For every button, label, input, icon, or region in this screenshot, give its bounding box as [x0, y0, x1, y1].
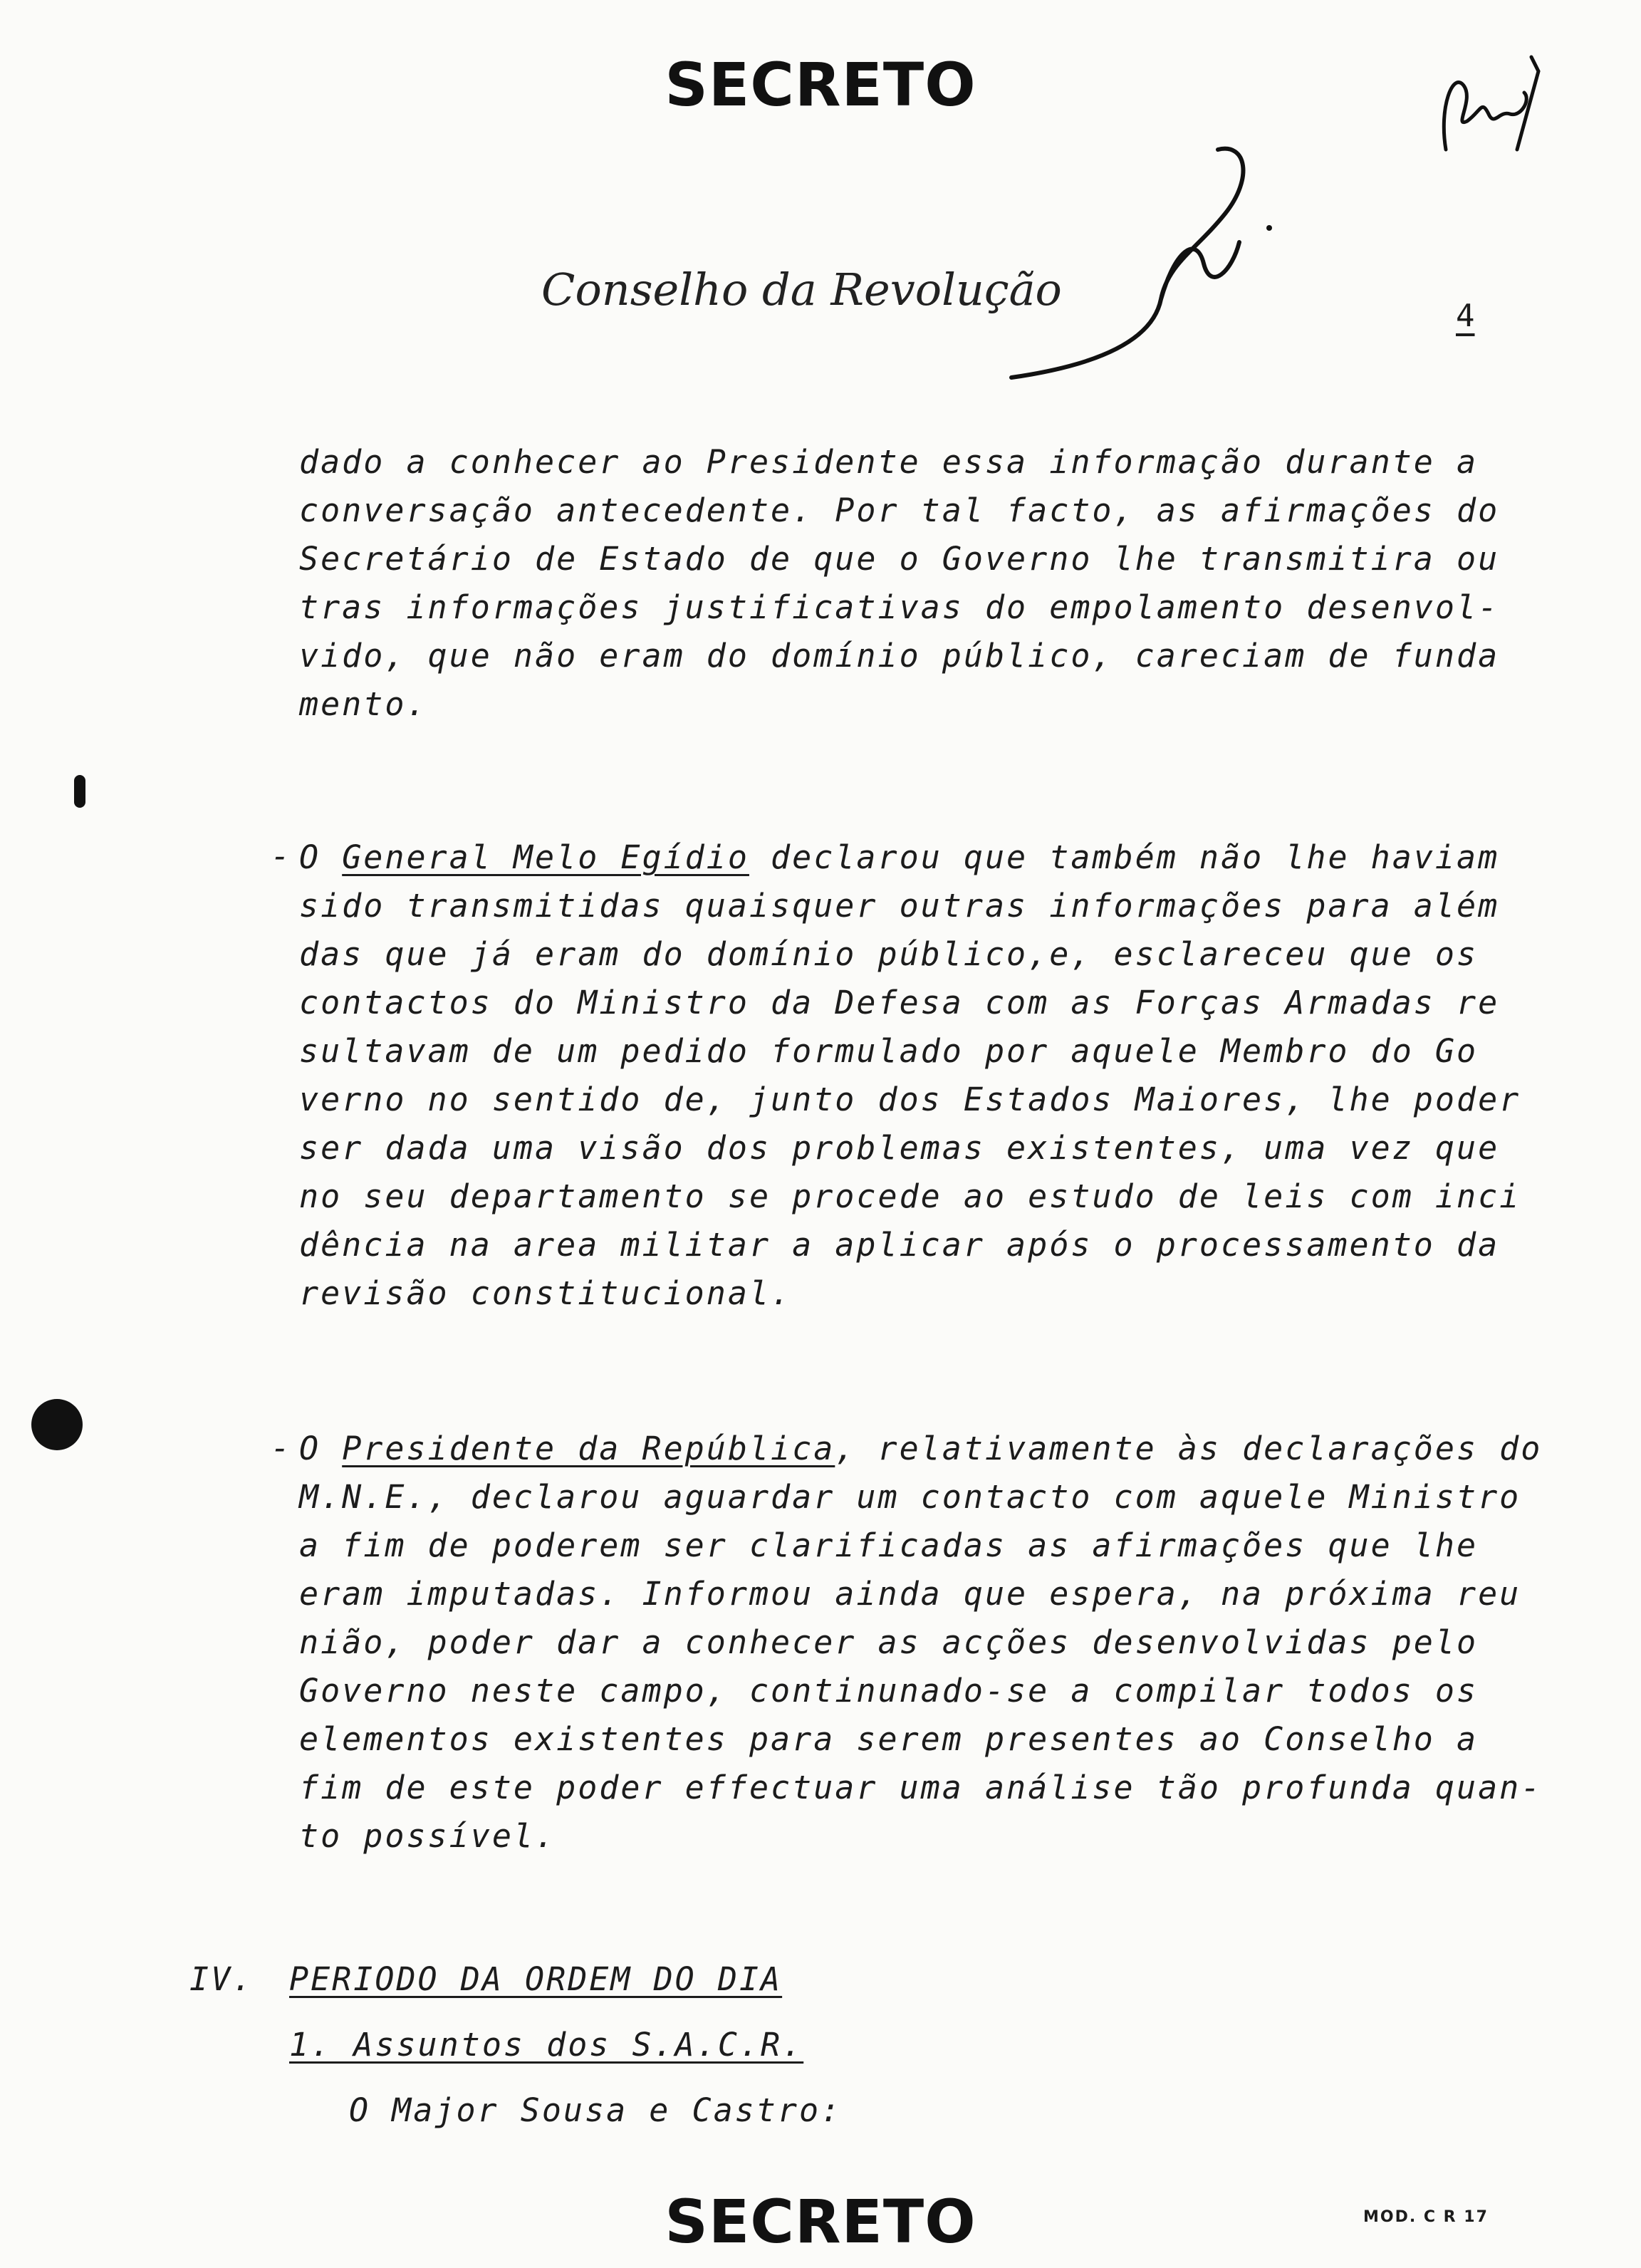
paragraph-2: [299, 833, 1521, 1318]
text-line: fim de este poder effectuar uma análise tão profunda quan-: [299, 1769, 1543, 1806]
paragraph-1: [299, 438, 1500, 729]
letterhead-title: Conselho da Revolução: [541, 264, 1062, 316]
section-item: 1. Assuntos dos S.A.C.R.: [289, 2026, 804, 2064]
speaker-name: General Melo Egídio: [342, 838, 749, 876]
text-line: a fim de poderem ser clarificadas as afirmações que lhe: [299, 1526, 1479, 1564]
text-line: eram imputadas. Informou ainda que espera, na próxima reu: [299, 1575, 1521, 1613]
text-line: tras informações justificativas do empolamento desenvol-: [299, 588, 1500, 626]
text-line: elementos existentes para serem presentes ao Conselho a: [299, 1720, 1479, 1758]
section-title: PERIODO DA ORDEM DO DIA: [289, 1960, 783, 1998]
text-line: sultavam de um pedido formulado por aquele Membro do Go: [299, 1032, 1479, 1070]
text-line: revisão constitucional.: [299, 1274, 793, 1312]
text-line: contactos do Ministro da Defesa com as Forças Armadas re: [299, 984, 1500, 1021]
text-line: dência na area militar a aplicar após o processamento da: [299, 1226, 1500, 1264]
text-line: dado a conhecer ao Presidente essa informação durante a: [299, 443, 1479, 481]
text-line: to possível.: [299, 1817, 557, 1855]
form-reference: MOD. C R 17: [1363, 2208, 1489, 2226]
punch-hole: [31, 1399, 83, 1450]
text-line: verno no sentido de, junto dos Estados Maiores, lhe poder: [299, 1081, 1521, 1118]
text-line: M.N.E., declarou aguardar um contacto com aquele Ministro: [299, 1478, 1521, 1516]
classification-stamp-top: SECRETO: [665, 50, 976, 120]
text-line: nião, poder dar a conhecer as acções desenvolvidas pelo: [299, 1623, 1479, 1661]
handwritten-initials: [1432, 43, 1560, 171]
text-line: vido, que não eram do domínio público, careciam de funda: [299, 637, 1500, 675]
text-line: Secretário de Estado de que o Governo lhe transmitira ou: [299, 540, 1500, 578]
text-line: O General Melo Egídio declarou que também não lhe haviam: [299, 838, 1500, 876]
classification-stamp-bottom: SECRETO: [665, 2187, 976, 2257]
text-line: das que já eram do domínio público,e, esclareceu que os: [299, 935, 1479, 973]
section-subitem: O Major Sousa e Castro:: [349, 2091, 843, 2129]
paragraph-3: [299, 1425, 1543, 1861]
page-number: 4: [1456, 298, 1475, 334]
text-line: O Presidente da República, relativamente às declarações do: [299, 1430, 1543, 1467]
text-line: conversação antecedente. Por tal facto, as afirmações do: [299, 491, 1500, 529]
text-line: ser dada uma visão dos problemas existentes, uma vez que: [299, 1129, 1500, 1167]
text-line: no seu departamento se procede ao estudo de leis com inci: [299, 1177, 1521, 1215]
bullet-dash: -: [271, 837, 291, 875]
section-number: IV.: [189, 1960, 254, 1998]
text-line: sido transmitidas quaisquer outras informações para além: [299, 887, 1500, 925]
signature: [983, 135, 1282, 392]
speaker-name: Presidente da República: [342, 1430, 835, 1467]
text-line: Governo neste campo, continunado-se a compilar todos os: [299, 1672, 1479, 1710]
punch-hole-mark: [74, 775, 85, 808]
text-line: mento.: [299, 685, 428, 723]
bullet-dash: -: [271, 1429, 291, 1467]
